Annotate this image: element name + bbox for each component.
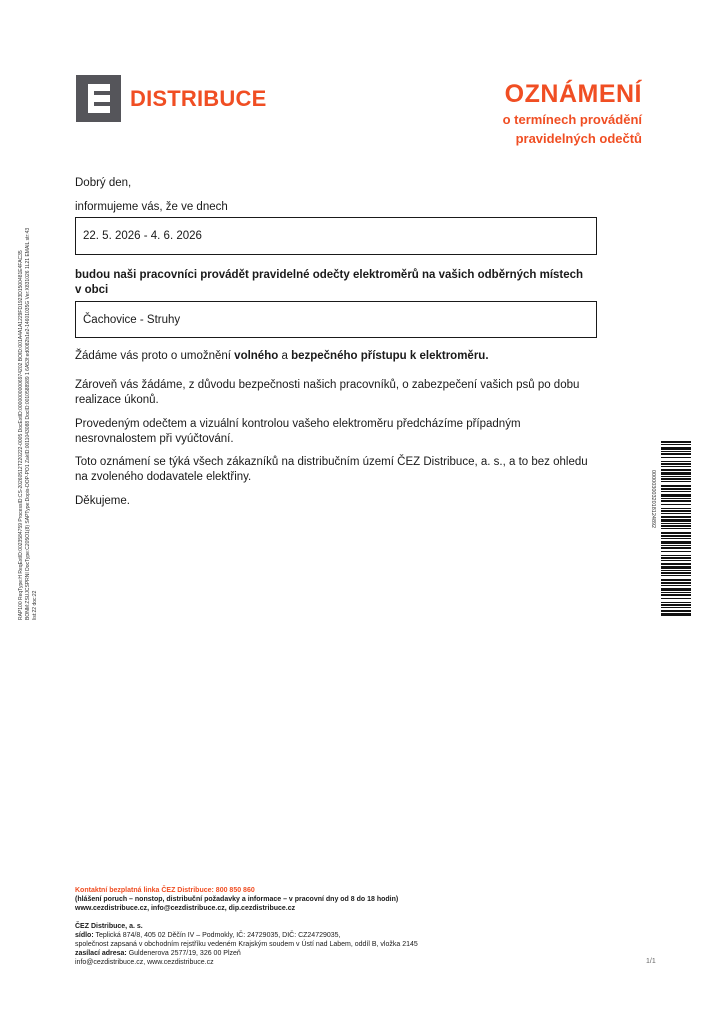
barcode-number: 0000030032018124892 bbox=[650, 470, 656, 529]
barcode-bar bbox=[661, 613, 691, 616]
barcode-bar bbox=[661, 545, 691, 546]
barcode-bar bbox=[661, 607, 691, 608]
barcode-bar bbox=[661, 488, 691, 490]
barcode-bar bbox=[661, 532, 691, 534]
intro-text: informujeme vás, že ve dnech bbox=[75, 201, 228, 213]
barcode-bar bbox=[661, 566, 691, 569]
barcode-bar bbox=[661, 588, 691, 591]
barcode-bar bbox=[661, 594, 691, 596]
cez-logo-icon bbox=[76, 75, 121, 122]
scope-line: na zvoleného dodavatele elektřiny. bbox=[75, 471, 252, 483]
barcode-bar bbox=[661, 547, 691, 549]
barcode-bar bbox=[661, 472, 691, 475]
location: Čachovice - Struhy bbox=[83, 313, 181, 326]
page-number: 1/1 bbox=[646, 958, 656, 965]
seat-label: sídlo: bbox=[75, 932, 94, 939]
barcode-bar bbox=[661, 575, 691, 576]
registry-line: společnost zapsaná v obchodním rejstříku vedeném Krajským soudem v Ústí nad Labem, oddíl B, vložka 2145 bbox=[75, 941, 418, 948]
hotline: Kontaktní bezplatná linka ČEZ Distribuce: 800 850 860 bbox=[75, 887, 255, 894]
document-heading bbox=[503, 80, 642, 147]
barcode-bar bbox=[661, 585, 691, 586]
barcode-bar bbox=[661, 592, 691, 593]
barcode-bar bbox=[661, 551, 691, 552]
dogs-line: Zároveň vás žádáme, z důvodu bezpečnosti našich pracovníků, o zabezpečení vašich psů po dobu bbox=[75, 379, 580, 391]
seat-line bbox=[75, 931, 418, 940]
contacts-line: info@cezdistribuce.cz, www.cezdistribuce.cz bbox=[75, 959, 214, 966]
side-code-line: RAP100 ReqType:H ReqExtID:0023584759 ProcessID:CS-20260512T220222-0005 DocExtID:00000000006974202 BOID:001A4A1A1229FD1923D1500481E4FAC35 bbox=[18, 250, 24, 620]
scope-line: Toto oznámení se týká všech zákazníků na distribučním území ČEZ Distribuce, a. s., a to bez ohledu bbox=[75, 456, 588, 468]
barcode-bar bbox=[661, 538, 691, 539]
footer-contacts bbox=[75, 886, 398, 913]
barcode-bar bbox=[661, 478, 691, 480]
barcode-bar bbox=[661, 525, 691, 527]
control-line: nesrovnalostem při vyúčtování. bbox=[75, 433, 234, 445]
work-text-line: budou naši pracovníci provádět pravidelné odečty elektroměrů na vašich odběrných místech bbox=[75, 269, 584, 281]
mail-line bbox=[75, 949, 418, 958]
barcode-bar bbox=[661, 476, 691, 477]
barcode-bar bbox=[661, 582, 691, 584]
side-print-codes bbox=[18, 100, 39, 620]
barcode-bar bbox=[661, 469, 691, 471]
barcode-bar bbox=[661, 535, 691, 537]
thanks: Děkujeme. bbox=[75, 495, 130, 507]
date-range-box bbox=[75, 217, 597, 255]
barcode-bar bbox=[661, 523, 691, 524]
heading-subtitle-line2: pravidelných odečtů bbox=[515, 131, 642, 146]
barcode-bar bbox=[661, 447, 691, 450]
barcode-bar bbox=[661, 441, 691, 443]
barcode-bar bbox=[661, 500, 691, 502]
barcode-bar bbox=[661, 602, 691, 603]
barcode-bar bbox=[661, 461, 691, 462]
date-range: 22. 5. 2026 - 4. 6. 2026 bbox=[83, 230, 202, 242]
greeting: Dobrý den, bbox=[75, 177, 132, 189]
barcode-bar bbox=[661, 513, 691, 514]
barcode-bar bbox=[661, 610, 691, 612]
barcode-bar bbox=[661, 560, 691, 561]
barcode-bar bbox=[661, 494, 691, 497]
work-text bbox=[75, 268, 583, 298]
request-text: a bbox=[278, 350, 292, 362]
web-links: www.cezdistribuce.cz, info@cezdistribuce.cz, dip.cezdistribuce.cz bbox=[75, 905, 296, 912]
footer-company bbox=[75, 922, 418, 967]
barcode-bar bbox=[661, 498, 691, 499]
scope-paragraph bbox=[75, 455, 588, 485]
barcode-bar bbox=[661, 491, 691, 492]
work-text-line: v obci bbox=[75, 284, 109, 296]
request-bold: bezpečného přístupu k elektroměru. bbox=[291, 350, 489, 362]
barcode-bar bbox=[661, 481, 691, 482]
barcode-bar bbox=[661, 504, 691, 505]
dogs-line: realizace úkonů. bbox=[75, 394, 159, 406]
side-code-line: list:22 doc:22 bbox=[32, 590, 38, 620]
hotline-description: (hlášení poruch – nonstop, distribuční požadavky a informace – v pracovní dny od 8 do 18 hodin) bbox=[75, 896, 399, 903]
barcode-bar bbox=[661, 555, 691, 556]
access-request bbox=[75, 349, 489, 364]
barcode-bar bbox=[661, 463, 691, 465]
barcode-bar bbox=[661, 453, 691, 455]
barcode-bar bbox=[661, 604, 691, 606]
barcode-bar bbox=[661, 508, 691, 509]
barcode-bar bbox=[661, 444, 691, 445]
barcode-bar bbox=[661, 557, 691, 559]
heading-title: OZNÁMENÍ bbox=[504, 80, 642, 108]
barcode-bar bbox=[661, 519, 691, 522]
barcode-bar bbox=[661, 485, 691, 487]
barcode bbox=[661, 441, 691, 616]
barcode-bar bbox=[661, 598, 691, 599]
mail-label: zasílací adresa: bbox=[75, 950, 127, 957]
request-bold: volného bbox=[234, 350, 279, 362]
control-paragraph bbox=[75, 417, 521, 447]
barcode-bar bbox=[661, 510, 691, 512]
barcode-bar bbox=[661, 572, 691, 574]
location-box bbox=[75, 301, 597, 338]
brand-name: DISTRIBUCE bbox=[130, 86, 267, 111]
dogs-paragraph bbox=[75, 378, 579, 408]
barcode-bar bbox=[661, 579, 691, 581]
mail-address: Guldenerova 2577/19, 326 00 Plzeň bbox=[126, 950, 241, 957]
seat-address: Teplická 874/8, 405 02 Děčín IV – Podmokly, IČ: 24729035, DIČ: CZ24729035, bbox=[93, 932, 341, 939]
control-line: Provedeným odečtem a vizuální kontrolou vašeho elektroměru předcházíme případným bbox=[75, 418, 521, 430]
barcode-bar bbox=[661, 570, 691, 571]
barcode-bar bbox=[661, 466, 691, 467]
barcode-bar bbox=[661, 457, 691, 458]
barcode-bar bbox=[661, 516, 691, 518]
barcode-bar bbox=[661, 563, 691, 565]
barcode-bar bbox=[661, 528, 691, 529]
company-name: ČEZ Distribuce, a. s. bbox=[75, 923, 143, 930]
request-text: Žádáme vás proto o umožnění bbox=[75, 350, 235, 362]
barcode-bar bbox=[661, 541, 691, 544]
heading-subtitle-line1: o termínech provádění bbox=[502, 112, 642, 127]
side-code-line: BONM:ZSUJCSPRNI DocType:C205O1(8) SAPType:Dopis-DOP-PO1 ZakID:0011043088 DocID:0010588989 1 6A53f:ed0082b1e2-14601035G Ver:X831026 1L21 EMAIL str:43 bbox=[25, 227, 31, 620]
barcode-bar bbox=[661, 451, 691, 452]
